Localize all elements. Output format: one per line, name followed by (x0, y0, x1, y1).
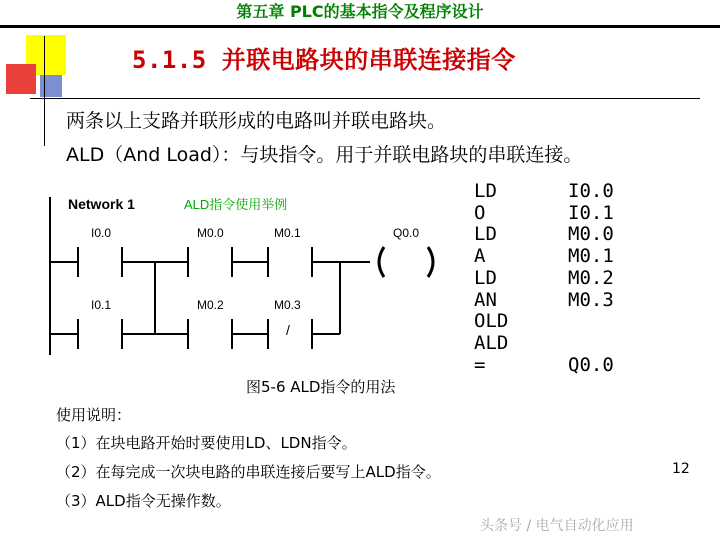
instruction-op: = (474, 353, 486, 376)
instruction-operand: I0.1 (568, 201, 614, 224)
instruction-operand: M0.2 (568, 266, 614, 289)
instruction-row (474, 289, 634, 311)
example-label: ALD指令使用举例 (184, 197, 288, 212)
coil-right-arc (428, 247, 433, 277)
instruction-op: OLD (474, 310, 509, 333)
instruction-op: ALD (474, 331, 509, 354)
usage-item-2: （2）在每完成一次块电路的串联连接后要写上ALD指令。 (56, 463, 441, 481)
contact-label-i01: I0.1 (91, 298, 112, 312)
usage-title: 使用说明： (56, 406, 132, 424)
intro-line-1: 两条以上支路并联形成的电路叫并联电路块。 (66, 110, 447, 132)
instruction-op: O (474, 201, 486, 224)
instruction-row (474, 223, 634, 245)
intro-line-2: ALD（And Load）：与块指令。用于并联电路块的串联连接。 (66, 144, 583, 166)
instruction-operand: I0.0 (568, 180, 614, 202)
coil-label: Q0.0 (393, 226, 420, 240)
coil-left-arc (379, 247, 384, 277)
contact-label-m00: M0.0 (197, 226, 224, 240)
instruction-operand: M0.0 (568, 223, 614, 246)
instruction-op: LD (474, 266, 497, 289)
instruction-row (474, 245, 634, 267)
instruction-op: A (474, 245, 486, 268)
instruction-row (474, 354, 634, 376)
negated-contact-mark: / (286, 322, 290, 338)
instruction-row (474, 332, 634, 354)
contact-label-i00: I0.0 (91, 226, 112, 240)
instruction-row (474, 180, 634, 202)
instruction-row (474, 267, 634, 289)
page-number: 12 (672, 461, 690, 477)
contact-label-m03: M0.3 (274, 298, 301, 312)
instruction-operand: M0.1 (568, 245, 614, 268)
instruction-op: AN (474, 288, 497, 311)
contact-label-m02: M0.2 (197, 298, 224, 312)
usage-item-1: （1）在块电路开始时要使用LD、LDN指令。 (56, 434, 357, 452)
section-title: 5.1.5 并联电路块的串联连接指令 (132, 46, 516, 74)
contact-label-m01: M0.1 (274, 226, 301, 240)
network-label: Network 1 (68, 196, 135, 212)
instruction-row (474, 310, 634, 332)
chapter-title: 第五章 PLC的基本指令及程序设计 (236, 2, 484, 21)
instruction-op: LD (474, 223, 497, 246)
instruction-op: LD (474, 180, 497, 202)
usage-item-3: （3）ALD指令无操作数。 (56, 492, 231, 510)
instruction-operand: Q0.0 (568, 353, 614, 376)
instruction-row (474, 202, 634, 224)
instruction-operand: M0.3 (568, 288, 614, 311)
watermark: 头条号 / 电气自动化应用 (480, 518, 634, 534)
figure-caption: 图5-6 ALD指令的用法 (246, 378, 396, 396)
